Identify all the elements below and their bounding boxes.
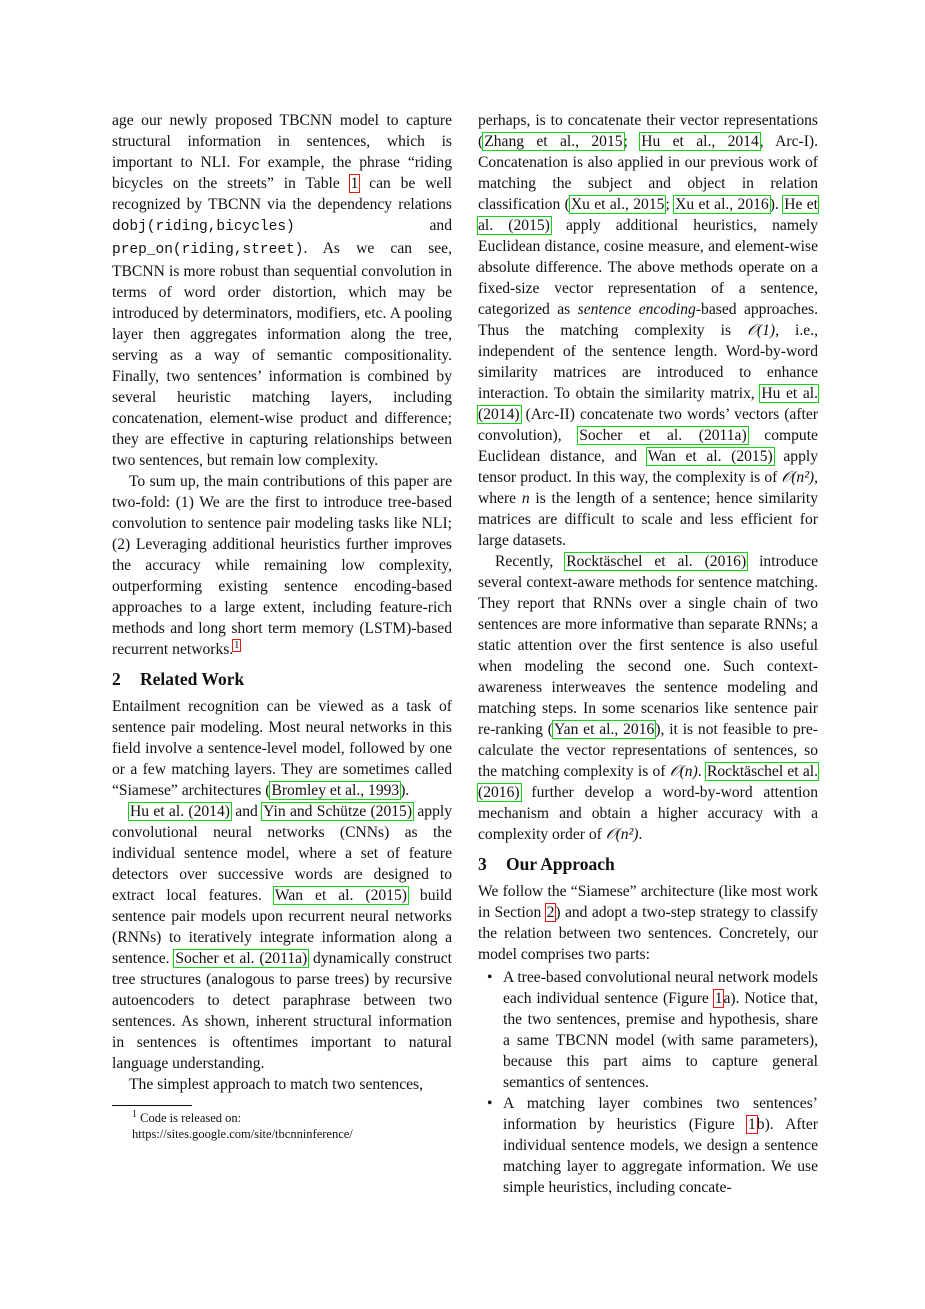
text: build sentence pair models upon recurrent neural networks (RNNs) to iteratively integrate information along a sentence. xyxy=(112,887,452,967)
paragraph xyxy=(112,1074,452,1095)
text: introduce several context-aware methods for sentence matching. They report that RNNs over a single chain of two sentences are more informative than separate RNNs; a static attention over the first sentence is also useful when modeling the second one. Such context-awareness interweaves the sentence modeling and matching steps. In some scenarios like sentence pair re-ranking ( xyxy=(478,553,818,738)
text: and xyxy=(294,217,452,234)
text: ) and adopt a two-step strategy to classify the relation between two sentences. Concretely, our model comprises two parts: xyxy=(478,904,818,963)
text: ). xyxy=(769,196,784,213)
text: ). xyxy=(400,782,410,799)
bullet-icon: • xyxy=(487,1095,493,1112)
citation-link[interactable]: Wan et al. (2015) xyxy=(647,448,773,465)
section-title: Related Work xyxy=(140,669,245,689)
math: n xyxy=(521,490,530,507)
text: . xyxy=(638,826,643,843)
text: . xyxy=(697,763,706,780)
text: further develop a word-by-word attention mechanism and obtain a higher accuracy with a complexity order of xyxy=(478,784,818,843)
list-item xyxy=(478,967,818,1093)
text: A matching layer combines two sentences’ information by heuristics (Figure xyxy=(503,1095,818,1133)
citation-link[interactable]: Rocktäschel et al. (2016) xyxy=(478,763,819,801)
text: can be well recognized by TBCNN via the dependency relations xyxy=(112,175,452,213)
list-item xyxy=(478,1093,818,1198)
paragraph xyxy=(478,881,818,965)
text: A tree-based convolutional neural network models each individual sentence (Figure xyxy=(503,969,818,1007)
text: compute Euclidean distance, and xyxy=(478,427,818,465)
citation-link[interactable]: Wan et al. (2015) xyxy=(274,887,407,904)
citation-link[interactable]: Xu et al., 2015 xyxy=(570,196,665,213)
footnote-number: 1 xyxy=(132,1108,137,1120)
section-ref-link[interactable]: 2 xyxy=(546,904,555,921)
text: . As we can see, TBCNN is more robust than sequential convolution in terms of word order distortion, which may be introduced by determinators, modifiers, etc. A pooling layer then aggregates information along the tree, serving as a way of semantic compositionality. Finally, two sentences’ information is combined by several heuristic matching layers, including concatenation, element-wise product and difference; they are effective in capturing relationships between two sentences, but remain low complexity. xyxy=(112,240,452,469)
text: is the length of a sentence; hence similarity matrices are difficult to scale and less efficient for large datasets. xyxy=(478,490,819,549)
citation-link[interactable]: Hu et al. (2014) xyxy=(478,385,818,423)
text: Recently, xyxy=(495,553,566,570)
text: apply convolutional neural networks (CNNs) as the individual sentence model, where a set of feature detectors over successive words are designed to extract local features. xyxy=(112,803,453,904)
code-prep-on: prep_on(riding,street) xyxy=(112,242,304,258)
text: -based approaches. Thus the matching complexity is xyxy=(478,301,818,339)
text: , i.e., independent of the sentence length. Word-by-word similarity matrices are introduced to enhance interaction. To obtain the similarity matrix, xyxy=(478,322,818,402)
right-column xyxy=(478,110,818,1198)
figure-ref-link[interactable]: 1 xyxy=(748,1116,756,1133)
math: 𝒪(n²) xyxy=(781,469,815,486)
paragraph xyxy=(112,110,452,471)
text: perhaps, is to concatenate their vector representations ( xyxy=(478,112,818,150)
paragraph xyxy=(112,471,452,660)
math: 𝒪(n) xyxy=(669,763,698,780)
citation-link[interactable]: Socher et al. (2011a) xyxy=(579,427,747,444)
left-column xyxy=(112,110,452,1142)
footnote-mark-link[interactable]: 1 xyxy=(234,639,240,651)
citation-link[interactable]: He et al. (2015) xyxy=(478,196,818,234)
emphasis: sentence encoding xyxy=(577,301,696,318)
text: ), it is not feasible to pre-calculate the vector representations of sentences, so the matching complexity is of xyxy=(478,721,818,780)
citation-link[interactable]: Bromley et al., 1993 xyxy=(271,782,400,799)
text: b). After individual sentence models, we design a sentence matching layer to aggregate information. We use simple heuristics, including concate- xyxy=(503,1116,819,1196)
paragraph xyxy=(112,801,452,1074)
text: Code is released on: xyxy=(140,1111,242,1125)
citation-link[interactable]: Yan et al., 2016 xyxy=(553,721,655,738)
citation-link[interactable]: Yin and Schütze (2015) xyxy=(263,803,413,820)
text: ; xyxy=(623,133,641,150)
text: To sum up, the main contributions of this paper are two-fold: (1) We are the first to introduce tree-based convolution to sentence pair modeling tasks like NLI; (2) Leveraging additional heuristics further improves the accuracy while remaining low complexity, outperforming existing sentence encoding-based approaches to a large extent, including feature-rich methods and long short term memory (LSTM)-based recurrent networks. xyxy=(112,473,452,658)
math: 𝒪(1) xyxy=(747,322,776,339)
footnote-divider xyxy=(112,1105,192,1106)
bullet-list xyxy=(478,967,818,1198)
footnote-url[interactable]: https://sites.google.com/site/tbcnninference/ xyxy=(132,1127,353,1141)
figure-ref-link[interactable]: 1 xyxy=(714,990,723,1007)
section-heading-our-approach xyxy=(478,852,818,876)
text: a). Notice that, the two sentences, premise and hypothesis, share a same TBCNN model (with same parameters), because this part aims to capture general semantics of sentences. xyxy=(503,990,818,1091)
citation-link[interactable]: Socher et al. (2011a) xyxy=(175,950,308,967)
paragraph xyxy=(112,696,452,801)
section-number: 2 xyxy=(112,669,121,689)
math: 𝒪(n²) xyxy=(605,826,639,843)
paragraph xyxy=(478,110,818,551)
citation-link[interactable]: Hu et al., 2014 xyxy=(641,133,759,150)
text: dynamically construct tree structures (analogous to parse trees) by recursive autoencoders to detect paraphrase between two sentences. As shown, inherent structural information in sentences is oftentimes important to natural language understanding. xyxy=(112,950,452,1072)
text: and xyxy=(230,803,263,820)
text: Entailment recognition can be viewed as a task of sentence pair modeling. Most neural networks in this field involve a sentence-level model, followed by one or a few matching layers. They are sometimes called “Siamese” architectures ( xyxy=(112,698,452,799)
citation-link[interactable]: Rocktäschel et al. (2016) xyxy=(566,553,747,570)
table-ref-link[interactable]: 1 xyxy=(350,175,359,192)
bullet-icon: • xyxy=(487,969,493,986)
code-dobj: dobj(riding,bicycles) xyxy=(112,219,295,235)
text: The simplest approach to match two sentences, xyxy=(129,1076,424,1093)
section-number: 3 xyxy=(478,854,487,874)
section-heading-related-work xyxy=(112,667,452,691)
citation-link[interactable]: Zhang et al., 2015 xyxy=(484,133,623,150)
text: apply tensor product. In this way, the complexity is of xyxy=(478,448,818,486)
text: (Arc-II) concatenate two words’ vectors (after convolution), xyxy=(478,406,818,444)
footnote-line xyxy=(112,1110,452,1126)
text: ; xyxy=(665,196,675,213)
footnote xyxy=(112,1110,452,1142)
citation-link[interactable]: Hu et al. (2014) xyxy=(130,803,230,820)
text: , where xyxy=(478,469,818,507)
citation-link[interactable]: Xu et al., 2016 xyxy=(675,196,769,213)
text: age our newly proposed TBCNN model to capture structural information in sentences, which is important to NLI. For example, the phrase “riding bicycles on the streets” in Table xyxy=(112,112,452,192)
text: , Arc-I). Concatenation is also applied in our previous work of matching the subject and object in relation classification ( xyxy=(478,133,819,213)
text: apply additional heuristics, namely Euclidean distance, cosine measure, and element-wise absolute difference. The above methods operate on a fixed-size vector representation of a sentence, categorized as xyxy=(478,217,818,318)
paragraph xyxy=(478,551,818,845)
text: We follow the “Siamese” architecture (like most work in Section xyxy=(478,883,818,921)
section-title: Our Approach xyxy=(506,854,615,874)
